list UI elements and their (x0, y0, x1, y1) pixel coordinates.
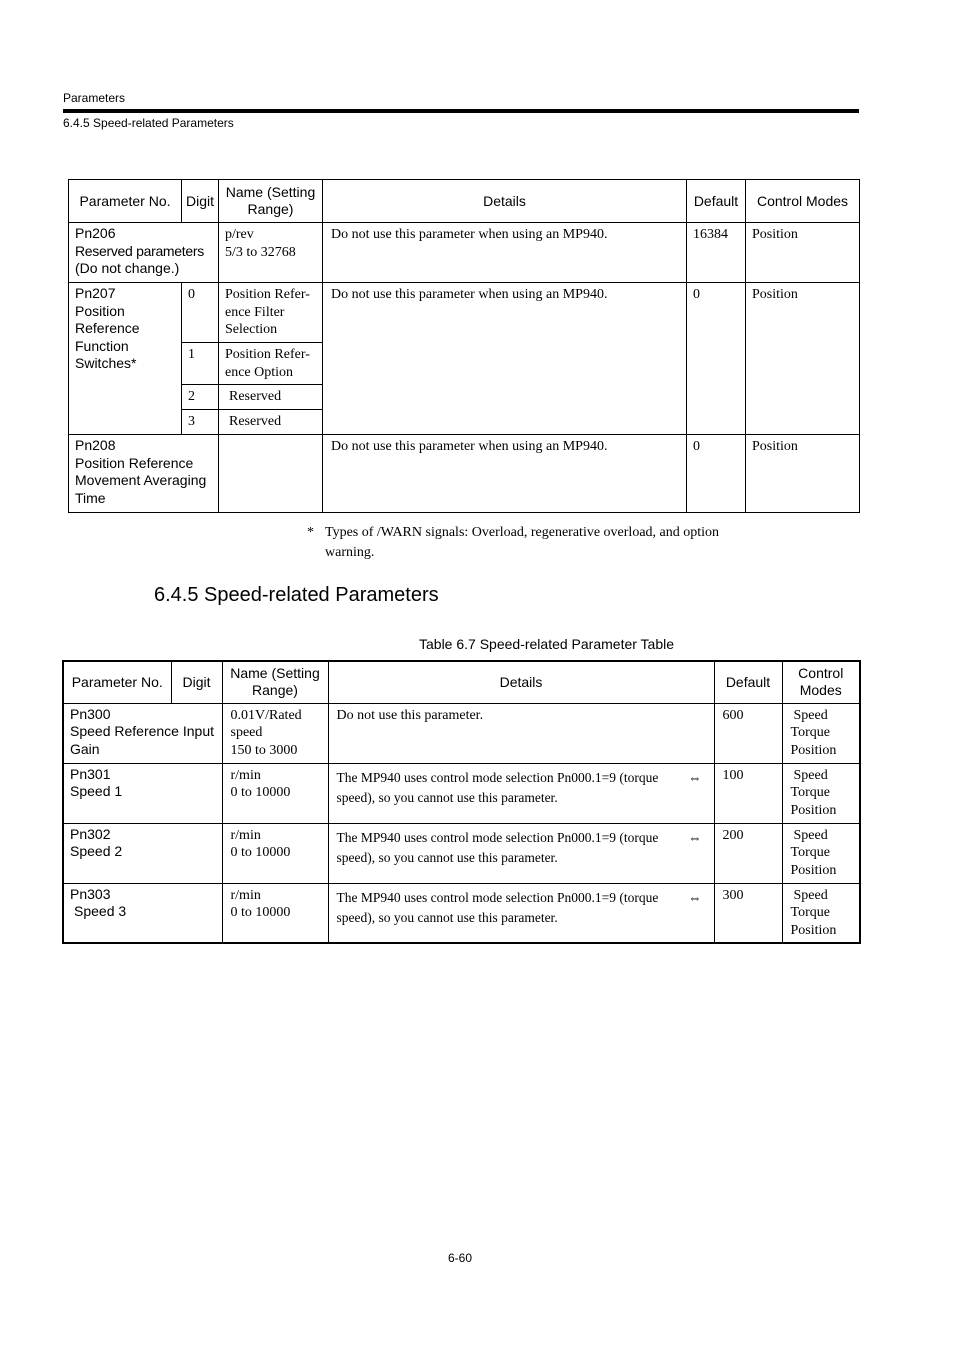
details-cell: Do not use this parameter when using an MP940. (323, 283, 687, 435)
digit-cell: 0 (182, 283, 219, 343)
table-row (63, 763, 860, 823)
details-cell: ⇔ The MP940 uses control mode selection Pn000.1=9 (torque speed), so you cannot use this parameter. (328, 823, 714, 883)
default-cell: 16384 (687, 223, 746, 283)
modes-cell: Speed Torque Position (782, 823, 860, 883)
modes-cell: Position (746, 435, 860, 513)
default-cell: 300 (714, 883, 782, 943)
modes-cell: Speed Torque Position (782, 763, 860, 823)
running-header-chapter: Parameters (63, 91, 126, 105)
name-cell: Reserved (219, 385, 323, 410)
param-cell: Pn300 Speed Reference Input Gain (63, 703, 222, 763)
name-cell: Position Refer- ence Option (219, 343, 323, 385)
table-caption: Table 6.7 Speed-related Parameter Table (419, 636, 675, 652)
header-default: Default (714, 661, 782, 703)
footnote-asterisk: * (307, 525, 314, 540)
running-header-section: 6.4.5 Speed-related Parameters (63, 116, 234, 130)
header-digit: Digit (171, 661, 222, 703)
modes-cell: Position (746, 283, 860, 435)
param-cell: Pn302 Speed 2 (63, 823, 222, 883)
name-cell: r/min 0 to 10000 (222, 823, 328, 883)
param-cell: Pn301 Speed 1 (63, 763, 222, 823)
digit-cell: 1 (182, 343, 219, 385)
default-cell: 100 (714, 763, 782, 823)
header-details: Details (328, 661, 714, 703)
header-name: Name (Setting Range) (219, 180, 323, 223)
header-details: Details (323, 180, 687, 223)
table-row (69, 283, 860, 343)
name-cell: Position Refer- ence Filter Selection (219, 283, 323, 343)
position-parameter-table (68, 179, 860, 513)
table-row (69, 435, 860, 513)
table-row (69, 223, 860, 283)
details-cell: ⇔ The MP940 uses control mode selection Pn000.1=9 (torque speed), so you cannot use this parameter. (328, 763, 714, 823)
modes-cell: Speed Torque Position (782, 883, 860, 943)
details-cell: Do not use this parameter when using an MP940. (323, 435, 687, 513)
table-row (63, 883, 860, 943)
details-cell: ⇔ The MP940 uses control mode selection Pn000.1=9 (torque speed), so you cannot use this parameter. (328, 883, 714, 943)
name-cell: r/min 0 to 10000 (222, 883, 328, 943)
digit-cell: 3 (182, 410, 219, 435)
param-cell: Pn207 Position Reference Function Switches* (69, 283, 182, 435)
equivalence-arrow-icon: ⇔ (688, 829, 702, 845)
default-cell: 200 (714, 823, 782, 883)
header-parameter-no: Parameter No. (63, 661, 171, 703)
table2-header-row (63, 661, 860, 703)
footnote (307, 523, 757, 563)
default-cell: 600 (714, 703, 782, 763)
name-cell: r/min 0 to 10000 (222, 763, 328, 823)
digit-cell: 2 (182, 385, 219, 410)
table-row (63, 703, 860, 763)
name-cell: p/rev 5/3 to 32768 (219, 223, 323, 283)
default-cell: 0 (687, 283, 746, 435)
page-number: 6-60 (448, 1251, 473, 1265)
param-cell: Pn208 Position Reference Movement Averaging Time (69, 435, 219, 513)
modes-cell: Speed Torque Position (782, 703, 860, 763)
header-control-modes: Control Modes (746, 180, 860, 223)
modes-cell: Position (746, 223, 860, 283)
section-title: 6.4.5 Speed-related Parameters (154, 584, 439, 606)
header-parameter-no: Parameter No. (69, 180, 182, 223)
name-cell: Reserved (219, 410, 323, 435)
param-cell: Pn303 Speed 3 (63, 883, 222, 943)
header-name: Name (Setting Range) (222, 661, 328, 703)
footnote-text: Types of /WARN signals: Overload, regenerative overload, and option warning. (325, 525, 720, 560)
header-default: Default (687, 180, 746, 223)
default-cell: 0 (687, 435, 746, 513)
details-cell: Do not use this parameter. (328, 703, 714, 763)
header-rule (63, 109, 859, 113)
name-cell: 0.01V/Rated speed 150 to 3000 (222, 703, 328, 763)
header-digit: Digit (182, 180, 219, 223)
details-cell: Do not use this parameter when using an MP940. (323, 223, 687, 283)
table1-header-row (69, 180, 860, 223)
equivalence-arrow-icon: ⇔ (688, 889, 702, 905)
speed-parameter-table (62, 660, 861, 944)
equivalence-arrow-icon: ⇔ (688, 769, 702, 785)
param-cell: Pn206 Reserved parameters (Do not change.) (69, 223, 219, 283)
header-control-modes: Control Modes (782, 661, 860, 703)
name-cell (219, 435, 323, 513)
table-row (63, 823, 860, 883)
